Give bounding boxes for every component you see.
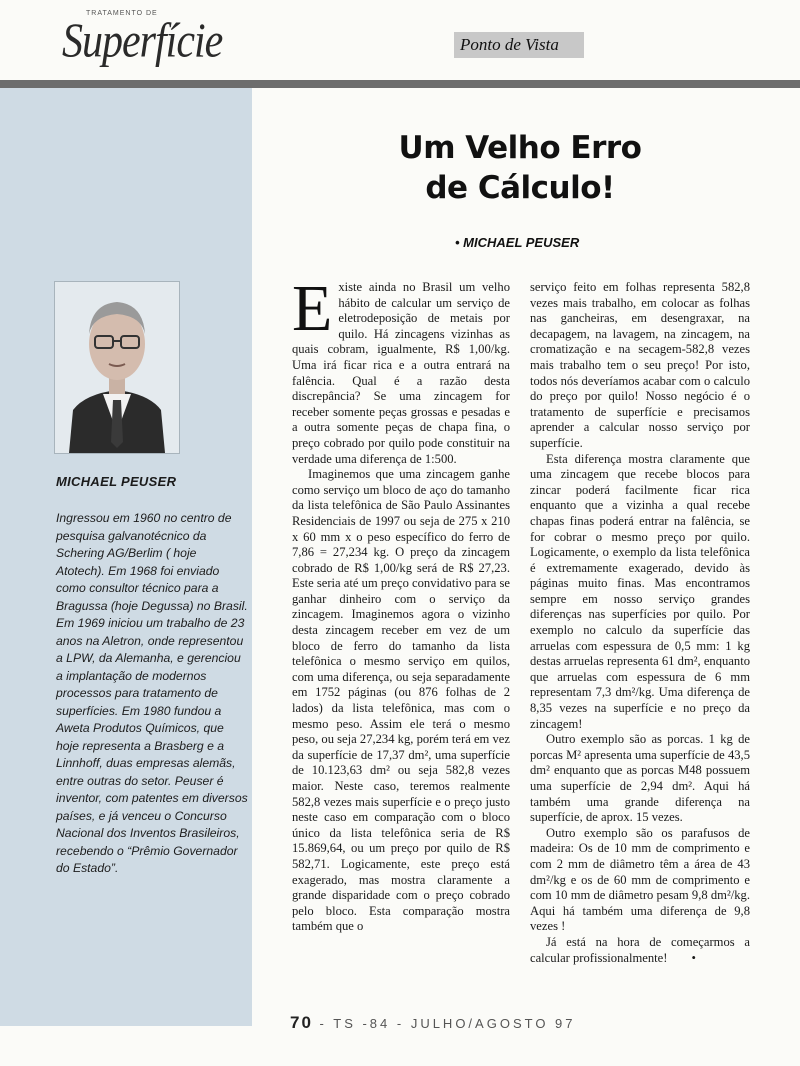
article-column-2 [530,280,750,966]
drop-cap: E [292,272,333,345]
paragraph: Existe ainda no Brasil um velho hábito de calcular um serviço de eletrodeposição de metais por quilo. Há zincagens vizinhas as quais cobram, igualmente, R$ 1,00/kg. Uma irá ficar rica e a outra entrará na falência. Qual é a razão desta discrepância? Se uma zincagem for receber somente peças grossas e pesadas e a outra somente peças de chapa fina, o preço cobrado por quilo pode constituir na verdade uma diferença de 1:500. [292,272,510,466]
author-bio: Ingressou em 1960 no centro de pesquisa galvanotécnico da Schering AG/Berlim ( hoje Atotech). Em 1968 foi enviado como consultor técnico para a Bragussa (hoje Degussa) no Brasil. Em 1969 iniciou um trabalho de 23 anos na Aletron, onde representou a LPW, da Alemanha, e gerenciou a implantação de modernos processos para tratamento de superfícies. Em 1980 fundou a Aweta Produtos Químicos, que hoje representa a Brasberg e a Linnhoff, duas empresas alemãs, entre outras do setor. Peuser é inventor, com patentes em diversos países, e já venceu o Concurso Nacional dos Inventos Brasileiros, recebendo o “Prêmio Governador do Estado”. [56,511,248,875]
page-number: 70 [290,1013,313,1032]
author-portrait-icon [55,282,179,453]
paragraph: Já está na hora de começarmos a calcular profissionalmente! • [530,934,750,965]
paragraph: serviço feito em folhas representa 582,8 vezes mais trabalho, em colocar as folhas nas gancheiras, em desengraxar, na decapagem, na lavagem, na zincagem, na cromatização e na secagem-582,8 vezes mais trabalho tem o seu preço! Por isto, todos nós deveríamos acabar com o calculo do preço por quilo! Nosso negócio é o tratamento de superfície e precisamos aprender a calcular nosso serviço por superfície. [530,280,750,450]
header-divider [0,80,800,88]
magazine-logo: Superfície [62,15,223,69]
end-mark: • [691,950,696,965]
author-photo [54,281,180,454]
paragraph: Outro exemplo são os parafusos de madeira: Os de 10 mm de comprimento e com 2 mm de diâmetro têm a área de 43 dm²/kg e os de 60 mm de comprimento e com 10 mm de diâmetro pesam 9,8 dm²/kg. Aqui há também uma diferença de 9,8 vezes ! [530,825,750,934]
issue-info: - TS -84 - JULHO/AGOSTO 97 [319,1016,576,1031]
paragraph: Esta diferença mostra claramente que uma zincagem que recebe blocos para zincar poderá facilmente ficar rica enquanto que a vizinha a qual recebe chapas finas poderá entrar na falência, se for cobrar o mesmo preço por quilo. Logicamente, o exemplo da lista telefônica é extremamente exagerado, devido às páginas muito finas. Mas encontramos sempre em nosso serviço grandes diferenças nas superfícies por quilo. Por exemplo no calculo da superfície das arruelas com espessura de 0,5 mm: 1 kg destas arruelas representa 61 dm², enquanto que arruelas com espessura de 6 mm representam 7,3 dm²/kg. Uma diferença de 8,35 vezes na superfície e no preço da zincagem! [530,451,750,731]
page-footer [290,1013,576,1033]
magazine-name-small: TRATAMENTO DE [86,10,158,17]
article-byline: • MICHAEL PEUSER [455,235,580,250]
article-title: Um Velho Erro de Cálculo! [398,130,642,206]
paragraph: Outro exemplo são as porcas. 1 kg de porcas M² apresenta uma superfície de 43,5 dm² enquanto que as porcas M48 possuem uma superfície de 2,94 dm². Aqui há também uma grande diferença na superfície, de aprox. 15 vezes. [530,732,750,825]
section-label: Ponto de Vista [454,32,584,58]
sidebar-author-name: MICHAEL PEUSER [56,474,177,489]
paragraph: Imaginemos que uma zincagem ganhe como serviço um bloco de aço do tamanho da lista telefônica de São Paulo Assinantes Residenciais de 1997 ou seja de 275 x 210 x 60 mm x o peso específico do ferro de 7,86 = 27,234 kg. O preço da zincagem cobrado de R$ 1,00/kg será de R$ 27,23. Este seria até um preço convidativo para se ganhar dinheiro com o serviço da zincagem. Imaginemos agora o vizinho desta zincagem receber em vez de um bloco de ferro do tamanho da lista telefônica o mesmo serviço em quilos, com uma diferença, ou seja separadamente em 1752 páginas (ou 876 folhas de 2 lados) da lista telefônica, mas com o mesmo peso. Assim ele terá o mesmo peso, ou seja 27,234 kg, porém terá em vez da superfície de 17,37 dm², uma superfície de 10.123,63 dm² ou seja 582,8 vezes maior. Neste caso, teremos realmente 582,8 vezes mais superfície e o preço justo neste caso em comparação com o bloco único da lista telefônica seria de R$ 15.869,64, ou um preço por quilo de R$ 582,71. Logicamente, este preço está exagerado, mas mostra claramente a grande disparidade com o preço cobrado pelo bloco. Esta comparação mostra também que o [292,467,510,934]
article-column-1 [292,272,510,935]
